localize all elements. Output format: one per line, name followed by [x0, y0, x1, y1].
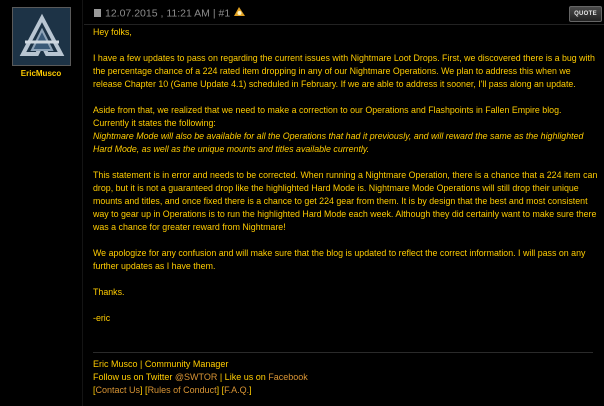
facebook-link[interactable]: Facebook: [268, 372, 308, 382]
post-paragraph-3: This statement is in error and needs to be corrected. When running a Nightmare Operation, there is a chance that a 224 item can drop, but it is not a guaranteed drop like the highlighted Hard Mode is. Nightmare Mode Operations will still drop their unique mounts and titles, and once fixed there is a chance to get 224 gear from them. It is by design that the best and most consistent way to gear up in Operations is to run the highlighted Hard Mode each week. Although they did certainly want to make sure there was a chance for greater reward from Nightmare!: [93, 170, 598, 232]
faq-link[interactable]: F.A.Q.: [224, 385, 250, 395]
twitter-link[interactable]: @SWTOR: [174, 372, 218, 382]
post-paragraph-1: I have a few updates to pass on regarding the current issues with Nightmare Loot Drops. First, we discovered there is a bug with the percentage chance of a 224 rated item dropping in any of our Nightmare Operations. We plan to address this when we release Chapter 10 (Game Update 4.1) scheduled in February. If we are able to address it sooner, I'll pass along an update.: [93, 53, 595, 89]
post-paragraph-2: Aside from that, we realized that we need to make a correction to our Operations and Flashpoints in Fallen Empire blog. Currently it states the following:: [93, 105, 562, 128]
signature: [93, 358, 599, 397]
post-header: [84, 2, 604, 25]
post-time: 11:21 AM: [166, 7, 210, 20]
avatar[interactable]: [12, 7, 71, 66]
contact-us-link[interactable]: Contact Us: [95, 385, 141, 395]
blog-quote: Nightmare Mode will also be available for all the Operations that had it previously, and will reward the same as the highlighted Hard Mode, as well as the unique mounts and titles available currently.: [93, 131, 584, 154]
post-meta: [105, 6, 246, 21]
signature-social-line: [93, 371, 599, 384]
quote-button[interactable]: QUOTE: [569, 6, 602, 22]
post-thanks: Thanks.: [93, 287, 125, 297]
avatar-logo-icon: [17, 12, 67, 62]
rules-of-conduct-link[interactable]: Rules of Conduct: [147, 385, 217, 395]
post-greeting: Hey folks,: [93, 27, 132, 37]
follow-text: Follow us on Twitter: [93, 372, 175, 382]
post-date: 12.07.2015: [105, 7, 158, 20]
column-divider: [82, 0, 83, 406]
signature-links-line: [Contact Us] [Rules of Conduct] [F.A.Q.]: [93, 385, 252, 395]
author-username[interactable]: EricMusco: [20, 69, 62, 78]
dev-tracker-icon[interactable]: [233, 6, 246, 21]
document-icon: [94, 9, 101, 17]
signature-title: Eric Musco | Community Manager: [93, 359, 229, 369]
post-signoff: -eric: [93, 313, 111, 323]
date-time-separator: ,: [157, 7, 167, 20]
meta-separator: |: [209, 7, 219, 20]
like-text: | Like us on: [217, 372, 269, 382]
author-panel: [0, 0, 80, 406]
post-number-link[interactable]: #1: [218, 7, 231, 20]
post-paragraph-4: We apologize for any confusion and will make sure that the blog is updated to reflect the correct information. I will pass on any further updates as I have them.: [93, 248, 586, 271]
post-body: [93, 26, 599, 325]
signature-divider: [93, 352, 593, 353]
